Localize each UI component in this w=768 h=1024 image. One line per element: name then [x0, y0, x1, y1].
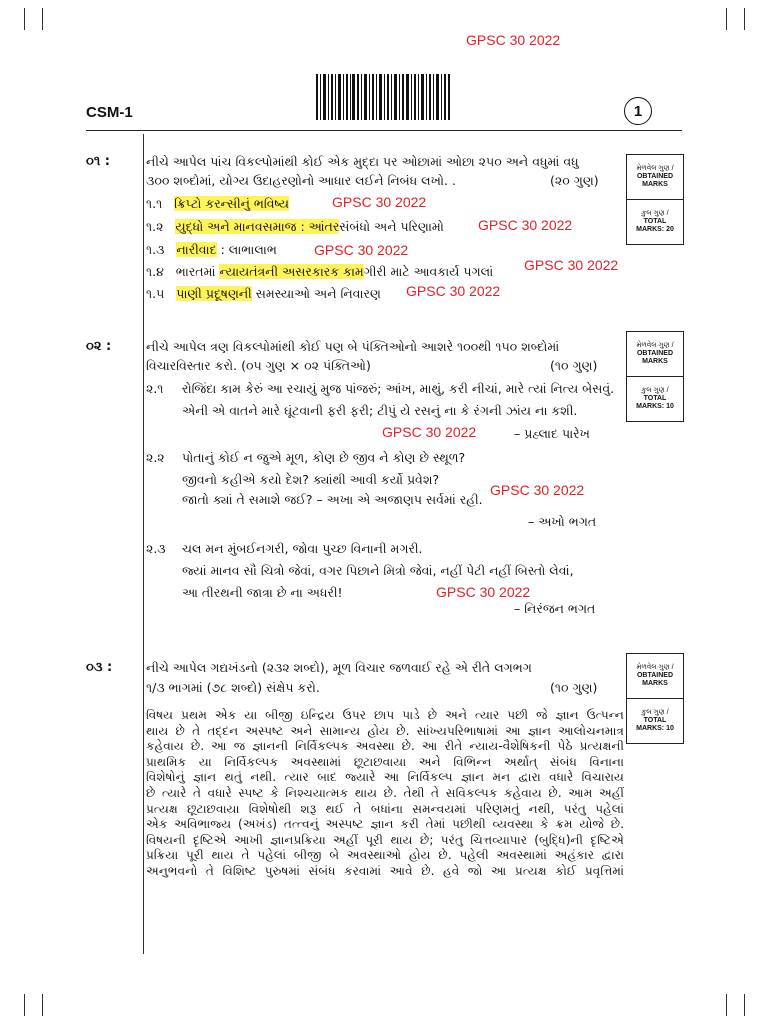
- passage-line: વિશેષોનું જ્ઞાન થતું નથી. ત્યાર બાદ જ્યારે આ નિર્વિકલ્પ જ્ઞાન મન દ્વારા વધારે વિચારાય: [146, 770, 624, 785]
- paper-code: CSM-1: [86, 104, 133, 121]
- marks-box-q1: [626, 154, 684, 245]
- crop-mark: [24, 994, 25, 1016]
- question-instruction: નીચે આપેલ ત્રણ વિકલ્પોમાંથી કોઈ પણ બે પંક્તિઓનો આશરે ૧૦૦થી ૧૫૦ શબ્દોમાં: [146, 339, 560, 354]
- option-number: ૨.૩: [146, 541, 166, 556]
- question-number: ૦૧ :: [86, 154, 110, 169]
- passage-line: પ્રાથમિક યા નિર્વિકલ્પક અવસ્થામાં છૂટાછવાયા અને વિભિન્ન અર્થાત્ સંબંધ વિનાના: [146, 754, 624, 769]
- precis-passage: [146, 708, 624, 880]
- poem-author: – નિરંજન ભગત: [514, 601, 596, 616]
- passage-line: થાય છે તે તદ્દન અસ્પષ્ટ અને સામાન્ય હોય છે. સાંખ્યપરિભાષામાં આ જ્ઞાન આલોચનમાત્ર: [146, 723, 624, 738]
- watermark-text: GPSC 30 2022: [436, 584, 531, 600]
- watermark-text: GPSC 30 2022: [478, 217, 573, 233]
- poem-line: આ તીરથની જાત્રા છે ના અધરી!: [182, 585, 343, 600]
- watermark-text: GPSC 30 2022: [314, 242, 409, 258]
- passage-line: એક અવિભાજ્ય (અખંડ) તત્ત્વનું અસ્પષ્ટ જ્ઞાન કરી તેમાં પછીથી વ્યવસ્થા કે ક્રમ યોજે છે.: [146, 817, 624, 832]
- watermark-text: GPSC 30 2022: [406, 283, 501, 299]
- crop-mark: [726, 994, 727, 1016]
- crop-mark: [744, 994, 745, 1016]
- obtained-marks-cell[interactable]: મેળવેલ ગુણ / OBTAINED MARKS: [636, 342, 674, 365]
- poem-line: જ્યાં માનવ સૌ ચિત્રો જેવાં, વગર પિછાને મિત્રો જેવાં, નહીં પેટી નહીં બિસ્તો લેવાં,: [182, 563, 574, 578]
- passage-line: પ્રક્રિયા પૂરી થાય તે પહેલાં બીજી બે અવસ્થાઓ હોય છે. પહેલી અવસ્થામાં અહંકાર દ્વારા: [146, 848, 624, 863]
- option-number: ૨.૨: [146, 450, 165, 465]
- option-item: ૧.૩ નારીવાદ : લાભાલાભ: [146, 242, 277, 257]
- question-instruction: વિચારવિસ્તાર કરો. (૦૫ ગુણ × ૦૨ પંક્તિઓ): [146, 358, 371, 373]
- watermark-text: GPSC 30 2022: [466, 32, 561, 48]
- question-instruction: નીચે આપેલ ગદ્યખંડનો (૨૩૨ શબ્દો), મૂળ વિચાર જળવાઈ રહે એ રીતે લગભગ: [146, 660, 532, 675]
- passage-line: કહેવાય છે. આ જ જ્ઞાનની નિર્વિકલ્પક અવસ્થા છે. આ રીતે ન્યાય-વૈશેષિકની પેઠે પ્રત્યક્ષની: [146, 739, 624, 754]
- poem-line: પોતાનું કોઈ ન જુએ મૂળ, કોણ છે જીવ ને કોણ છે સ્થૂળ?: [182, 450, 466, 465]
- passage-line: વિષયની દૃષ્ટિએ આખી જ્ઞાનપ્રક્રિયા અહીં પૂરી થાય છે; પરંતુ ચિત્તવ્યાપાર (બુદ્ધિ)ની દૃષ્ટિએ: [146, 832, 624, 847]
- question-instruction: ૧/૩ ભાગમાં (૭૮ શબ્દો) સંક્ષેપ કરો.: [146, 680, 320, 695]
- option-item: ૧.૫ પાણી પ્રદૂષણની સમસ્યાઓ અને નિવારણ: [146, 286, 381, 301]
- watermark-text: GPSC 30 2022: [332, 194, 427, 210]
- crop-mark: [24, 8, 25, 30]
- poem-line: જાતો ક્યાં તે સમાશે જઈ? – અખા એ અજાણપ સર્વમાં રહી.: [182, 492, 483, 507]
- header-rule: [86, 130, 682, 131]
- page-number: 1: [633, 102, 643, 120]
- obtained-marks-cell[interactable]: મેળવેલ ગુણ / OBTAINED MARKS: [636, 165, 674, 188]
- poem-line: ચલ મન મુંબઈનગરી, જોવા પુચ્છ વિનાની મગરી.: [182, 541, 423, 556]
- total-marks-cell: કુલ ગુણ / TOTAL MARKS: 10: [627, 376, 683, 421]
- total-marks-cell: કુલ ગુણ / TOTAL MARKS: 10: [627, 698, 683, 743]
- question-marks: (૧૦ ગુણ): [550, 358, 598, 373]
- option-item: ૧.૧ ક્રિપ્ટો કરન્સીનું ભવિષ્ય: [146, 196, 290, 211]
- crop-mark: [42, 8, 43, 30]
- watermark-text: GPSC 30 2022: [382, 424, 477, 440]
- option-item: ૧.૨ યુદ્ધો અને માનવસમાજ : આંતરસંબંધો અને પરિણામો: [146, 219, 444, 234]
- watermark-text: GPSC 30 2022: [524, 257, 619, 273]
- poem-line: જીવનો કહીએ કયો દેશ? ક્યાંથી આવી કર્યો પ્રવેશ?: [182, 472, 440, 487]
- question-instruction: નીચે આપેલ પાંચ વિકલ્પોમાંથી કોઈ એક મુદ્દા પર ઓછામાં ઓછા ૨૫૦ અને વધુમાં વધુ: [146, 154, 579, 169]
- marks-box-q2: [626, 331, 684, 422]
- poem-line: એની એ વાતને મારે ઘૂંટવાની ફરી ફરી; ટીપું યે રસનું ના કે રંગની ઝાંય ના કશી.: [182, 403, 578, 418]
- total-marks-cell: કુલ ગુણ / TOTAL MARKS: 20: [627, 199, 683, 244]
- page-number-circle: [624, 97, 652, 125]
- question-marks: (૧૦ ગુણ): [550, 680, 598, 695]
- passage-line: પ્રત્યક્ષ છૂટાછવાયા વિશેષોથી શરૂ થઈ તે બધાંના સમન્વયમાં પરિણમતું નથી, પરંતુ પહેલાં: [146, 801, 624, 816]
- crop-mark: [42, 994, 43, 1016]
- crop-mark: [744, 8, 745, 30]
- passage-line: વિષય પ્રથમ એક યા બીજી ઇન્દ્રિય ઉપર છાપ પાડે છે અને ત્યાર પછી જે જ્ઞાન ઉત્પન્ન: [146, 708, 624, 722]
- question-number: ૦૨ :: [86, 339, 112, 354]
- watermark-text: GPSC 30 2022: [490, 482, 585, 498]
- passage-line: અનુભવનો તે વિશિષ્ટ પુરુષમાં સંબંધ કરવામાં આવે છે. હવે જો આ પ્રત્યક્ષ કોઈ પ્રવૃત્તિમાં: [146, 863, 624, 878]
- marks-box-q3: [626, 653, 684, 744]
- option-item: ૧.૪ ભારતમાં ન્યાયતંત્રની અસરકારક કામગીરી માટે આવકાર્ય પગલાં: [146, 264, 494, 279]
- margin-line: [143, 134, 144, 954]
- question-marks: (૨૦ ગુણ): [550, 173, 599, 188]
- question-number: ૦૩ :: [86, 660, 113, 675]
- obtained-marks-cell[interactable]: મેળવેલ ગુણ / OBTAINED MARKS: [636, 664, 674, 687]
- option-number: ૨.૧: [146, 381, 164, 396]
- poem-author: – પ્રહ્લાદ પારેખ: [514, 426, 590, 441]
- passage-line: છે ત્યારે તે વધારે સ્પષ્ટ કે નિશ્ચયાત્મક થાય છે. તેથી તે સવિકલ્પક કહેવાય છે. આમ અહીં: [146, 785, 624, 800]
- poem-line: રોજિંદા કામ કેરું આ રચાયું મુજ પાંજરું; આંખ, માથું, કરી નીચાં, મારે ત્યાં નિત્ય બેસવું.: [182, 381, 615, 396]
- question-instruction: ૩૦૦ શબ્દોમાં, યોગ્ય ઉદાહરણોનો આધાર લઈને નિબંધ લખો. .: [146, 173, 456, 188]
- barcode: [316, 74, 450, 120]
- crop-mark: [726, 8, 727, 30]
- poem-author: – અખો ભગત: [528, 514, 597, 529]
